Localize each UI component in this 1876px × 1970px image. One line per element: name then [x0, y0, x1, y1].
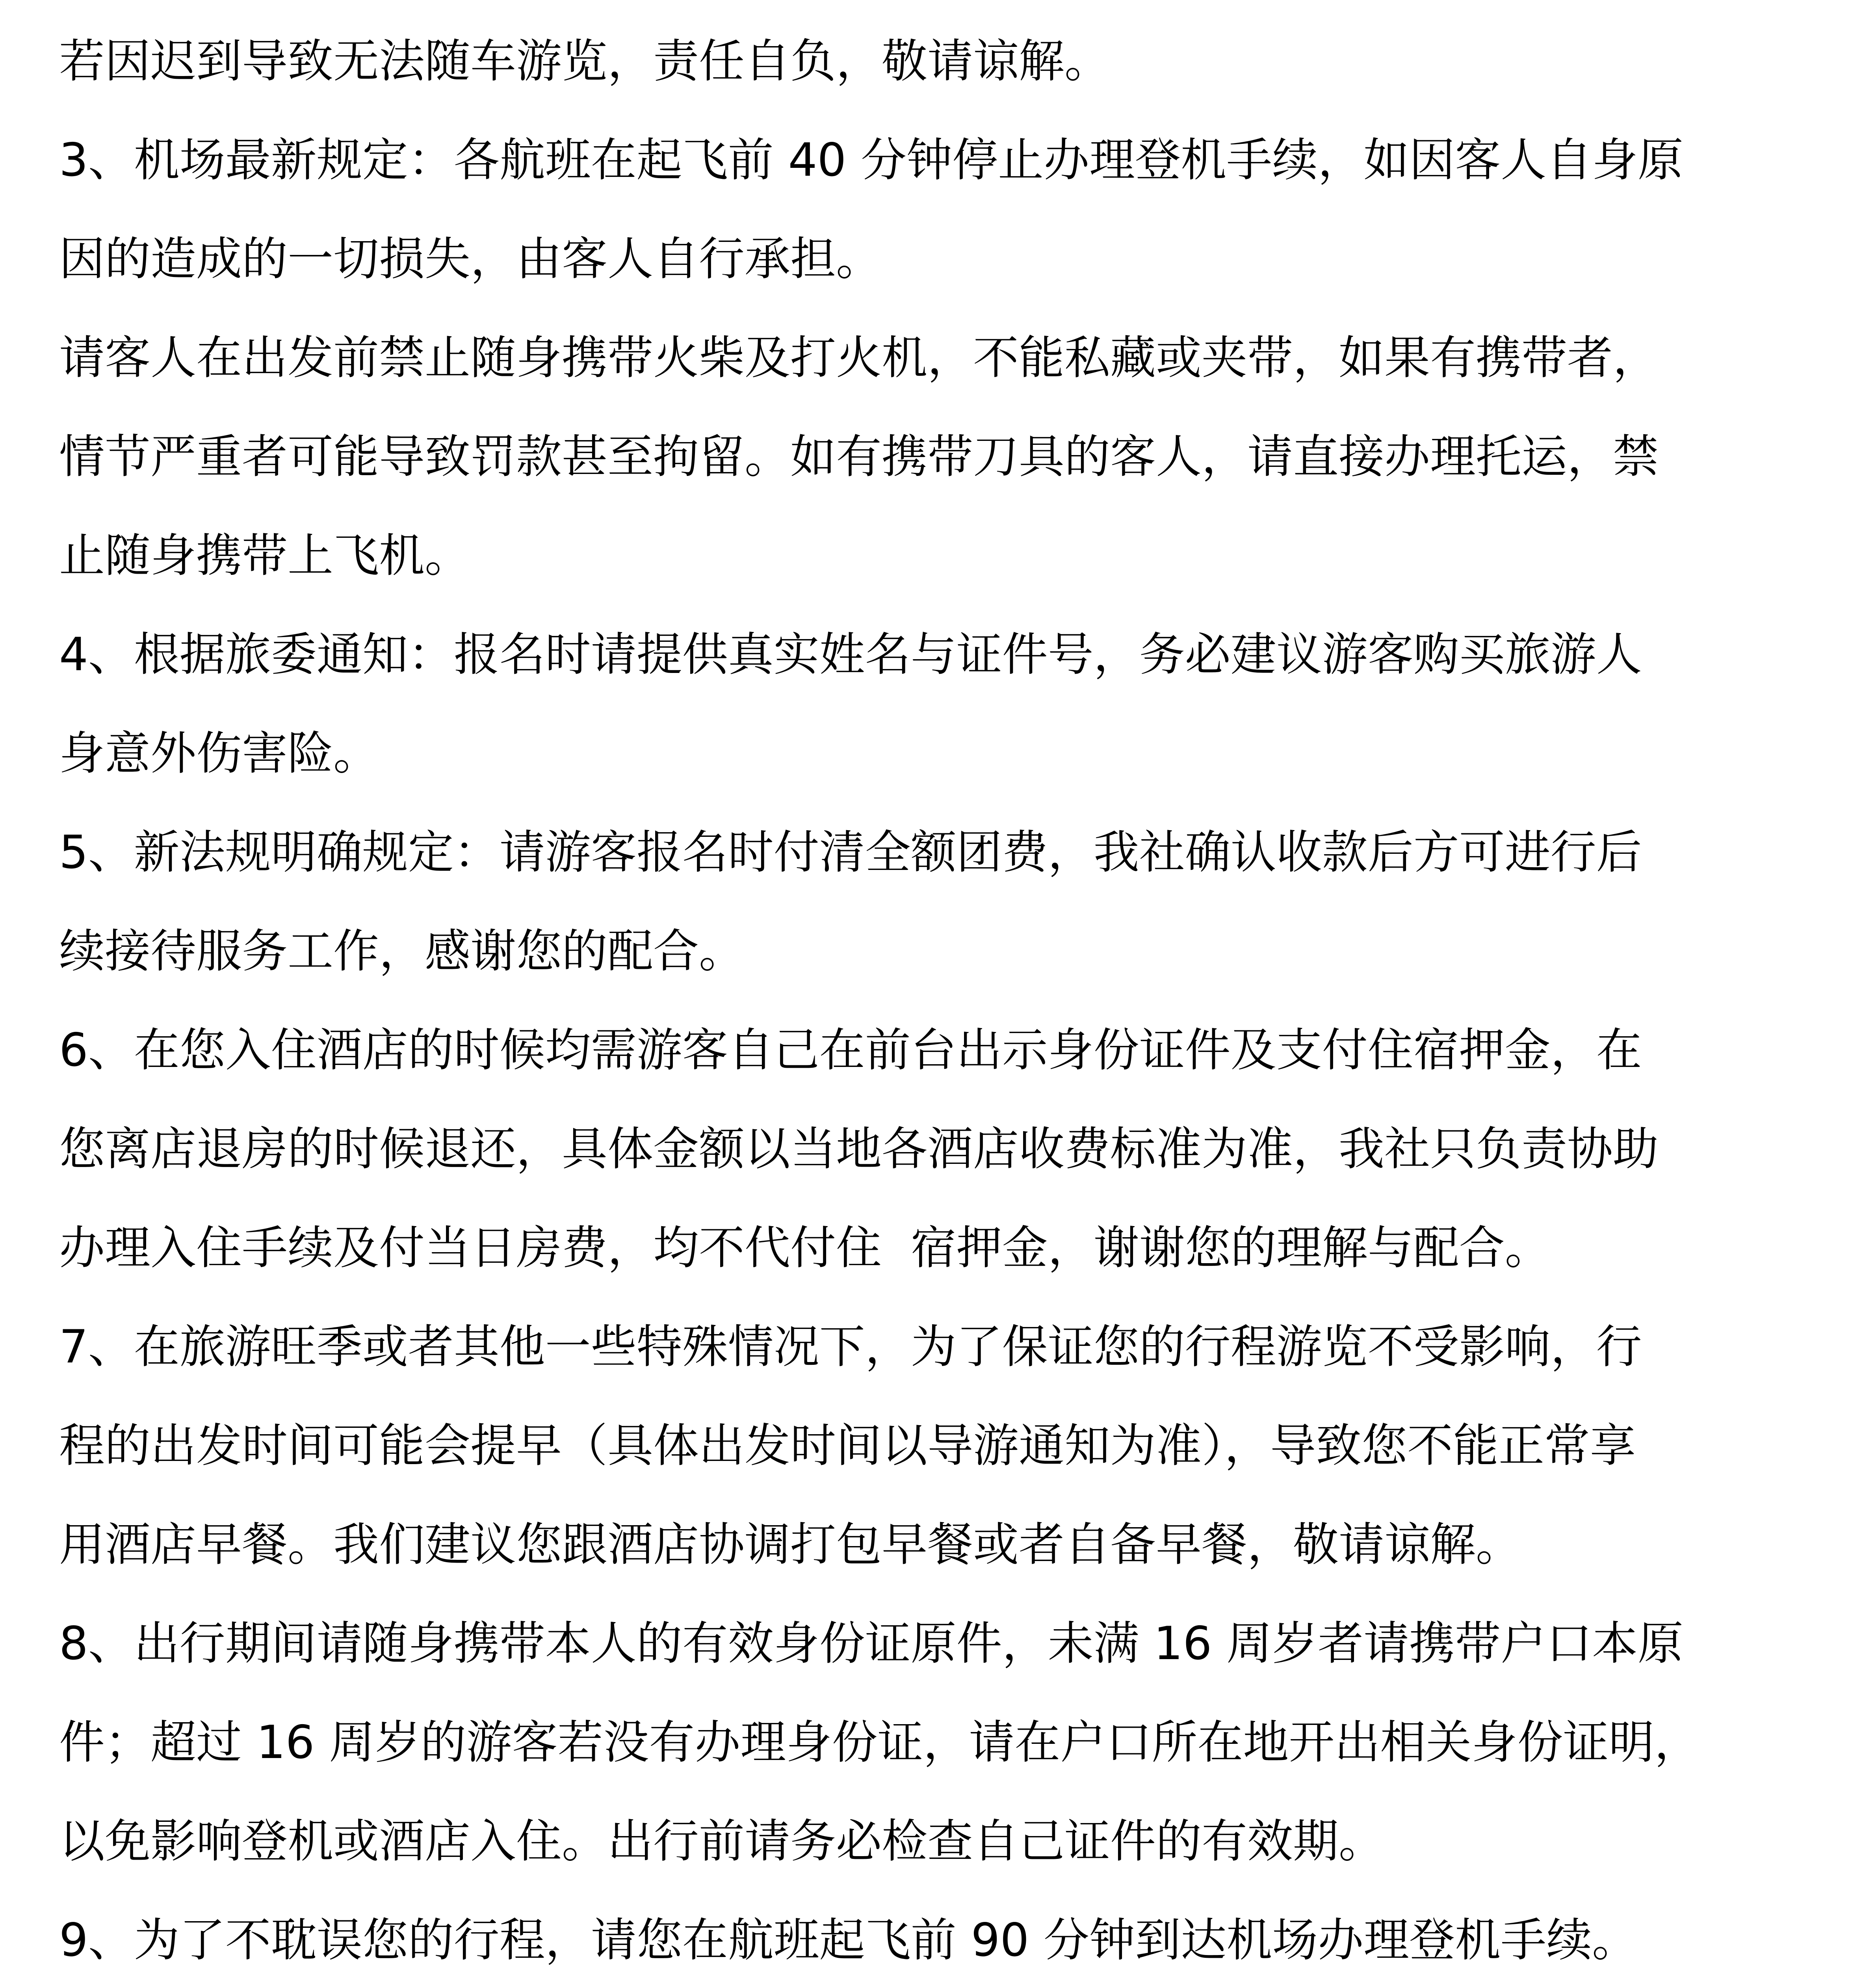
text-line: 续接待服务工作，感谢您的配合。	[59, 925, 745, 978]
text-line: 您离店退房的时候退还，具体金额以当地各酒店收费标准为准，我社只负责协助	[59, 1123, 1659, 1176]
text-line: 6、在您入住酒店的时候均需游客自己在前台出示身份证件及支付住宿押金，在	[59, 1024, 1642, 1077]
text-line: 以免影响登机或酒店入住。出行前请务必检查自己证件的有效期。	[59, 1815, 1384, 1868]
text-line: 4、根据旅委通知：报名时请提供真实姓名与证件号，务必建议游客购买旅游人	[59, 628, 1642, 681]
text-line: 5、新法规明确规定：请游客报名时付清全额团费，我社确认收款后方可进行后	[59, 826, 1642, 879]
text-line: 因的造成的一切损失，由客人自行承担。	[59, 232, 882, 286]
text-line: 情节严重者可能导致罚款甚至拘留。如有携带刀具的客人，请直接办理托运，禁	[59, 430, 1659, 483]
text-line: 7、在旅游旺季或者其他一些特殊情况下，为了保证您的行程游览不受影响，行	[59, 1320, 1642, 1373]
text-line: 3、机场最新规定：各航班在起飞前 40 分钟停止办理登机手续，如因客人自身原	[59, 134, 1684, 187]
text-line: 件；超过 16 周岁的游客若没有办理身份证，请在户口所在地开出相关身份证明，	[59, 1716, 1700, 1769]
text-line: 8、出行期间请随身携带本人的有效身份证原件，未满 16 周岁者请携带户口本原	[59, 1617, 1684, 1670]
text-line: 身意外伤害险。	[59, 727, 379, 780]
text-line: 止随身携带上飞机。	[59, 529, 470, 582]
text-line: 9、为了不耽误您的行程，请您在航班起飞前 90 分钟到达机场办理登机手续。	[59, 1914, 1638, 1967]
text-line: 程的出发时间可能会提早（具体出发时间以导游通知为准），导致您不能正常享	[59, 1419, 1636, 1472]
text-line: 办理入住手续及付当日房费，均不代付住 宿押金，谢谢您的理解与配合。	[59, 1221, 1551, 1275]
text-line: 请客人在出发前禁止随身携带火柴及打火机，不能私藏或夹带，如果有携带者，	[59, 331, 1659, 385]
text-line: 用酒店早餐。我们建议您跟酒店协调打包早餐或者自备早餐，敬请谅解。	[59, 1518, 1521, 1571]
text-line: 若因迟到导致无法随车游览，责任自负，敬请谅解。	[59, 35, 1110, 88]
